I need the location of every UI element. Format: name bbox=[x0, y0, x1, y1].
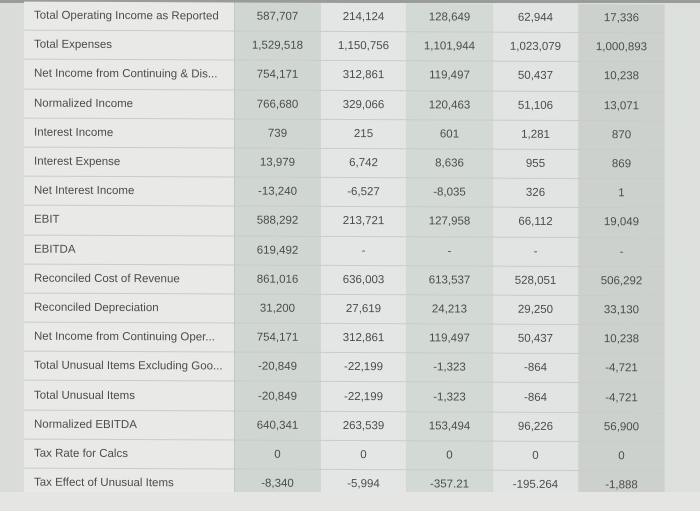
value-cell: -357.21 bbox=[407, 470, 493, 500]
value-cell: 766,680 bbox=[235, 90, 321, 120]
row-label: Interest Expense bbox=[24, 147, 235, 177]
value-cell: - bbox=[321, 236, 407, 266]
value-cell: 56,900 bbox=[579, 412, 665, 442]
value-cell: 24,213 bbox=[407, 295, 493, 325]
table-row bbox=[24, 147, 665, 179]
value-cell: 640,341 bbox=[235, 411, 321, 441]
value-cell: 1,150,756 bbox=[321, 32, 407, 62]
value-cell: 506,292 bbox=[579, 266, 665, 296]
value-cell: 13,979 bbox=[235, 148, 321, 178]
table-row bbox=[24, 118, 665, 150]
value-cell: 13,071 bbox=[579, 91, 665, 121]
value-cell: 588,292 bbox=[235, 206, 321, 236]
value-cell: 128,649 bbox=[407, 3, 493, 32]
table-row bbox=[24, 59, 665, 91]
value-cell: -4,721 bbox=[579, 383, 665, 413]
row-label: Total Unusual Items Excluding Goo... bbox=[24, 351, 235, 381]
value-cell: -8,340 bbox=[235, 469, 321, 499]
value-cell: 613,537 bbox=[407, 265, 493, 295]
table-row bbox=[24, 89, 665, 121]
table-row bbox=[24, 351, 665, 383]
value-cell: 66,112 bbox=[493, 207, 579, 237]
value-cell: 17,336 bbox=[579, 4, 665, 33]
value-cell: 739 bbox=[235, 119, 321, 149]
value-cell: 1,000,893 bbox=[579, 33, 665, 63]
value-cell: 214,124 bbox=[321, 3, 407, 32]
row-label: Interest Income bbox=[24, 118, 235, 148]
value-cell: 33,130 bbox=[579, 295, 665, 325]
value-cell: -20,849 bbox=[235, 352, 321, 382]
value-cell: - bbox=[407, 236, 493, 266]
value-cell: 1,101,944 bbox=[407, 32, 493, 62]
value-cell: 0 bbox=[235, 440, 321, 470]
value-cell: 329,066 bbox=[321, 90, 407, 120]
value-cell: -4,721 bbox=[579, 354, 665, 384]
value-cell: 1,281 bbox=[493, 120, 579, 150]
table-row bbox=[24, 322, 665, 354]
value-cell: 10,238 bbox=[579, 62, 665, 92]
value-cell: -1,323 bbox=[407, 353, 493, 383]
financials-table bbox=[24, 2, 665, 501]
table-row bbox=[24, 410, 665, 442]
table-row bbox=[24, 381, 665, 413]
value-cell: 312,861 bbox=[321, 323, 407, 353]
screen-bottom-edge bbox=[0, 492, 700, 511]
row-label: Net Income from Continuing & Dis... bbox=[24, 59, 235, 89]
value-cell: 861,016 bbox=[235, 265, 321, 295]
row-label: Normalized Income bbox=[24, 89, 235, 119]
value-cell: -864 bbox=[493, 383, 579, 413]
value-cell: 0 bbox=[493, 441, 579, 471]
row-label: Tax Effect of Unusual Items bbox=[24, 468, 235, 498]
value-cell: 31,200 bbox=[235, 294, 321, 324]
value-cell: 870 bbox=[579, 120, 665, 150]
row-label: Net Interest Income bbox=[24, 176, 235, 206]
table-row bbox=[24, 176, 665, 208]
value-cell: 955 bbox=[493, 149, 579, 179]
row-label: Total Unusual Items bbox=[24, 381, 235, 411]
row-label: Reconciled Cost of Revenue bbox=[24, 264, 235, 294]
value-cell: - bbox=[493, 237, 579, 267]
value-cell: 1 bbox=[579, 179, 665, 209]
value-cell: 619,492 bbox=[235, 236, 321, 266]
value-cell: 10,238 bbox=[579, 325, 665, 355]
value-cell: 754,171 bbox=[235, 60, 321, 90]
row-label: Total Expenses bbox=[24, 30, 235, 60]
value-cell: 263,539 bbox=[321, 411, 407, 441]
row-label: EBITDA bbox=[24, 235, 235, 265]
value-cell: 6,742 bbox=[321, 148, 407, 178]
value-cell: 62,944 bbox=[493, 4, 579, 33]
row-label: EBIT bbox=[24, 205, 235, 235]
value-cell: -13,240 bbox=[235, 177, 321, 207]
value-cell: -1,888 bbox=[579, 471, 665, 501]
value-cell: - bbox=[579, 237, 665, 267]
value-cell: 50,437 bbox=[493, 62, 579, 92]
value-cell: -5,994 bbox=[321, 469, 407, 499]
value-cell: 213,721 bbox=[321, 207, 407, 237]
value-cell: -864 bbox=[493, 353, 579, 383]
value-cell: 0 bbox=[579, 441, 665, 471]
row-label: Normalized EBITDA bbox=[24, 410, 235, 440]
value-cell: 50,437 bbox=[493, 324, 579, 354]
value-cell: 19,049 bbox=[579, 208, 665, 238]
value-cell: -22,199 bbox=[321, 382, 407, 412]
value-cell: -6,527 bbox=[321, 178, 407, 208]
table-row bbox=[24, 439, 665, 471]
value-cell: 0 bbox=[321, 440, 407, 470]
table-row bbox=[24, 264, 665, 296]
value-cell: -195.264 bbox=[493, 470, 579, 500]
table-row bbox=[24, 235, 665, 267]
value-cell: 754,171 bbox=[235, 323, 321, 353]
value-cell: 8,636 bbox=[407, 149, 493, 179]
row-label: Tax Rate for Calcs bbox=[24, 439, 235, 469]
value-cell: 1,023,079 bbox=[493, 32, 579, 62]
value-cell: 1,529,518 bbox=[235, 31, 321, 61]
value-cell: 587,707 bbox=[235, 3, 321, 32]
value-cell: 29,250 bbox=[493, 295, 579, 325]
value-cell: 119,497 bbox=[407, 61, 493, 91]
value-cell: -8,035 bbox=[407, 178, 493, 208]
value-cell: 528,051 bbox=[493, 266, 579, 296]
value-cell: -20,849 bbox=[235, 381, 321, 411]
value-cell: -1,323 bbox=[407, 382, 493, 412]
value-cell: 127,958 bbox=[407, 207, 493, 237]
value-cell: 51,106 bbox=[493, 91, 579, 121]
value-cell: 119,497 bbox=[407, 324, 493, 354]
value-cell: 601 bbox=[407, 120, 493, 150]
value-cell: 312,861 bbox=[321, 61, 407, 91]
row-label: Net Income from Continuing Oper... bbox=[24, 322, 235, 352]
table-row bbox=[24, 30, 665, 62]
value-cell: 120,463 bbox=[407, 90, 493, 120]
value-cell: 0 bbox=[407, 441, 493, 471]
value-cell: 215 bbox=[321, 119, 407, 149]
row-label: Reconciled Depreciation bbox=[24, 293, 235, 323]
value-cell: 153,494 bbox=[407, 411, 493, 441]
table-row bbox=[24, 205, 665, 237]
value-cell: 326 bbox=[493, 178, 579, 208]
value-cell: 869 bbox=[579, 149, 665, 179]
row-label: Total Operating Income as Reported bbox=[24, 2, 235, 32]
value-cell: -22,199 bbox=[321, 353, 407, 383]
table-row bbox=[24, 2, 665, 33]
table-row bbox=[24, 293, 665, 325]
value-cell: 96,226 bbox=[493, 412, 579, 442]
value-cell: 636,003 bbox=[321, 265, 407, 295]
value-cell: 27,619 bbox=[321, 294, 407, 324]
